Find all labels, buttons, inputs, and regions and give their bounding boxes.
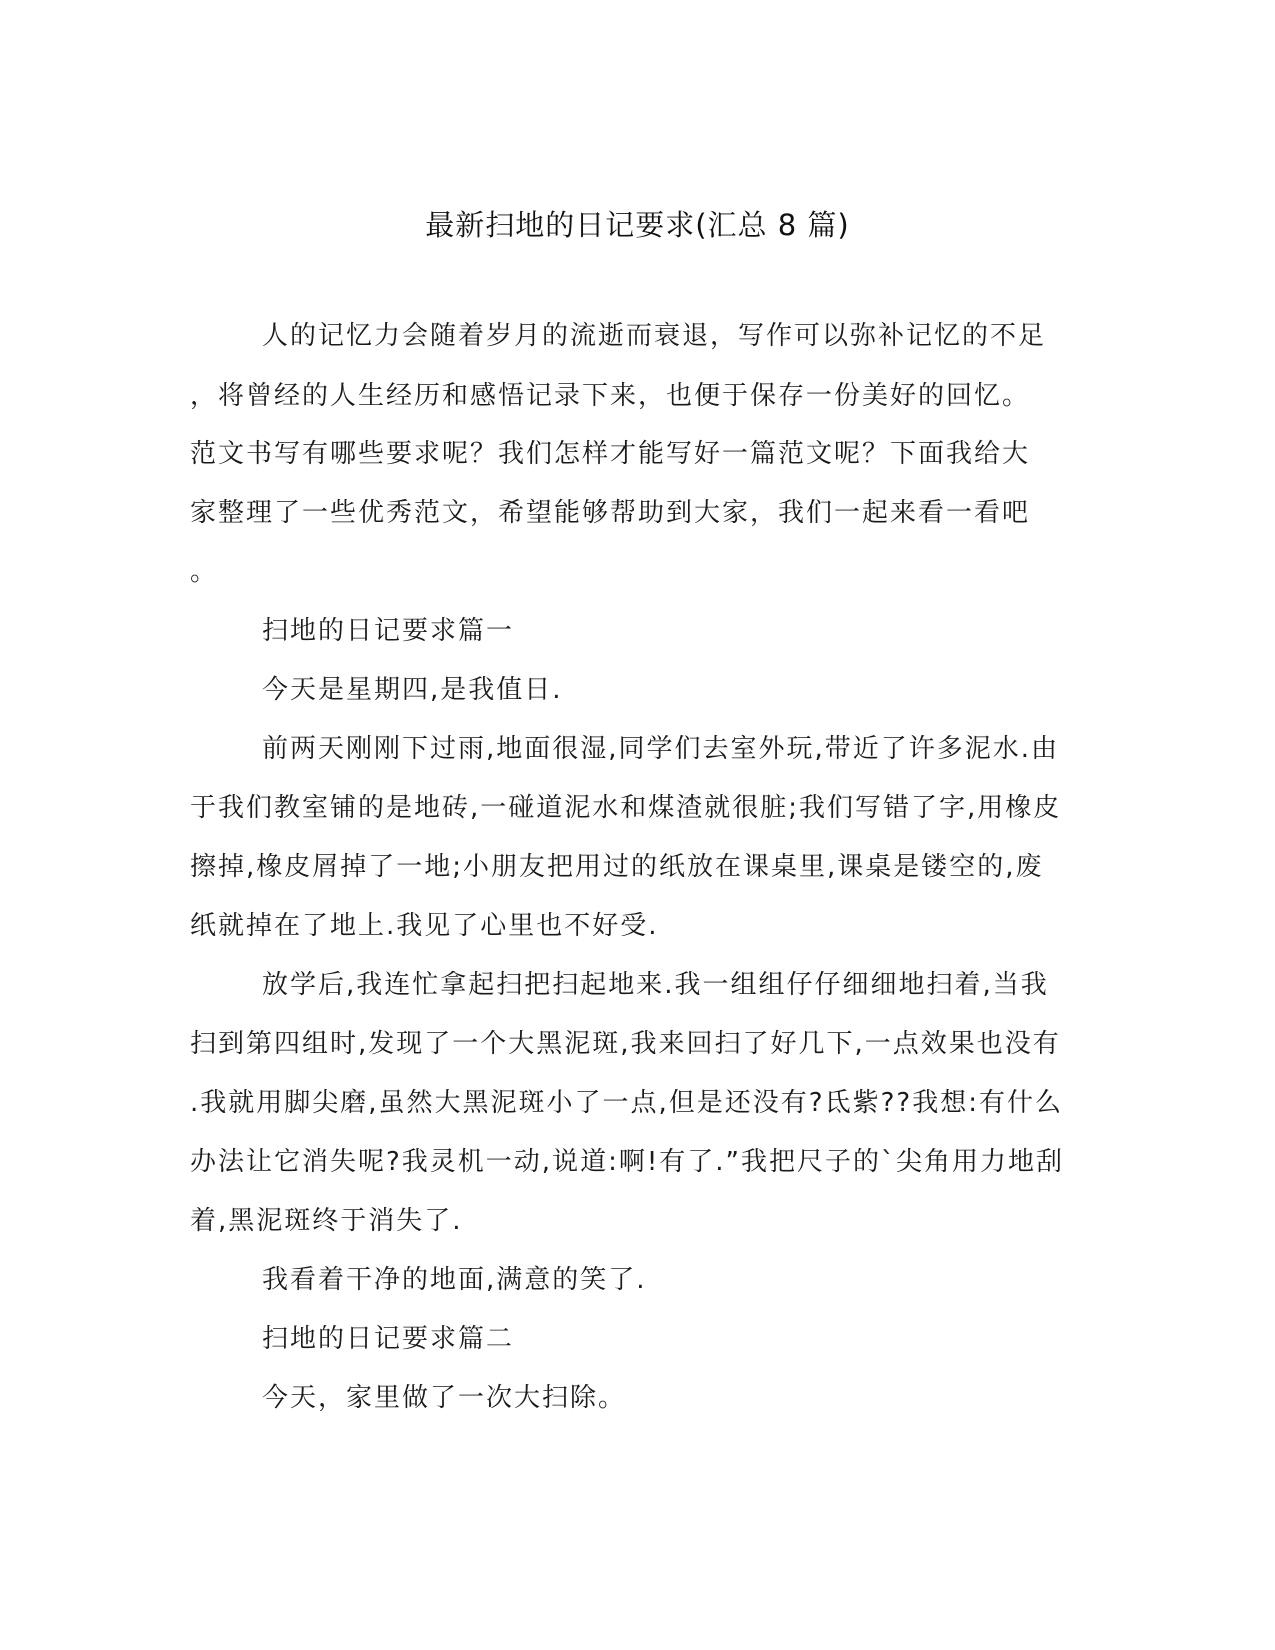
- paragraph-line: 着,黑泥斑终于消失了.: [190, 1206, 463, 1236]
- intro-line: 范文书写有哪些要求呢？我们怎样才能写好一篇范文呢？下面我给大: [190, 439, 1031, 469]
- paragraph-line: 办法让它消失呢?我灵机一动,说道:啊!有了.”我把尺子的`尖角用力地刮: [190, 1147, 1064, 1177]
- section-heading-2: 扫地的日记要求篇二: [262, 1324, 515, 1354]
- paragraph-line: .我就用脚尖磨,虽然大黑泥斑小了一点,但是还没有?氐紫??我想:有什么: [190, 1088, 1063, 1118]
- intro-line: 人的记忆力会随着岁月的流逝而衰退，写作可以弥补记忆的不足: [262, 321, 1047, 351]
- document-title: 最新扫地的日记要求(汇总 8 篇): [425, 208, 850, 242]
- paragraph-line: 放学后,我连忙拿起扫把扫起地来.我一组组仔仔细细地扫着,当我: [262, 970, 1049, 1000]
- paragraph-line: 扫到第四组时,发现了一个大黑泥斑,我来回扫了好几下,一点效果也没有: [190, 1029, 1061, 1059]
- paragraph-line: 于我们教室铺的是地砖,一碰道泥水和煤渣就很脏;我们写错了字,用橡皮: [190, 793, 1062, 823]
- paragraph-line: 今天是星期四,是我值日.: [262, 675, 563, 705]
- intro-line: ，将曾经的人生经历和感悟记录下来，也便于保存一份美好的回忆。: [190, 381, 1031, 411]
- paragraph-line: 擦掉,橡皮屑掉了一地;小朋友把用过的纸放在课桌里,课桌是镂空的,废: [190, 852, 1044, 882]
- paragraph-line: 我看着干净的地面,满意的笑了.: [262, 1265, 647, 1295]
- intro-line: 。: [190, 557, 219, 587]
- paragraph-line: 今天，家里做了一次大扫除。: [262, 1383, 627, 1413]
- paragraph-line: 纸就掉在了地上.我见了心里也不好受.: [190, 911, 659, 941]
- section-heading-1: 扫地的日记要求篇一: [262, 616, 515, 646]
- paragraph-line: 前两天刚刚下过雨,地面很湿,同学们去室外玩,带近了许多泥水.由: [262, 734, 1060, 764]
- intro-line: 家整理了一些优秀范文，希望能够帮助到大家，我们一起来看一看吧: [190, 498, 1031, 528]
